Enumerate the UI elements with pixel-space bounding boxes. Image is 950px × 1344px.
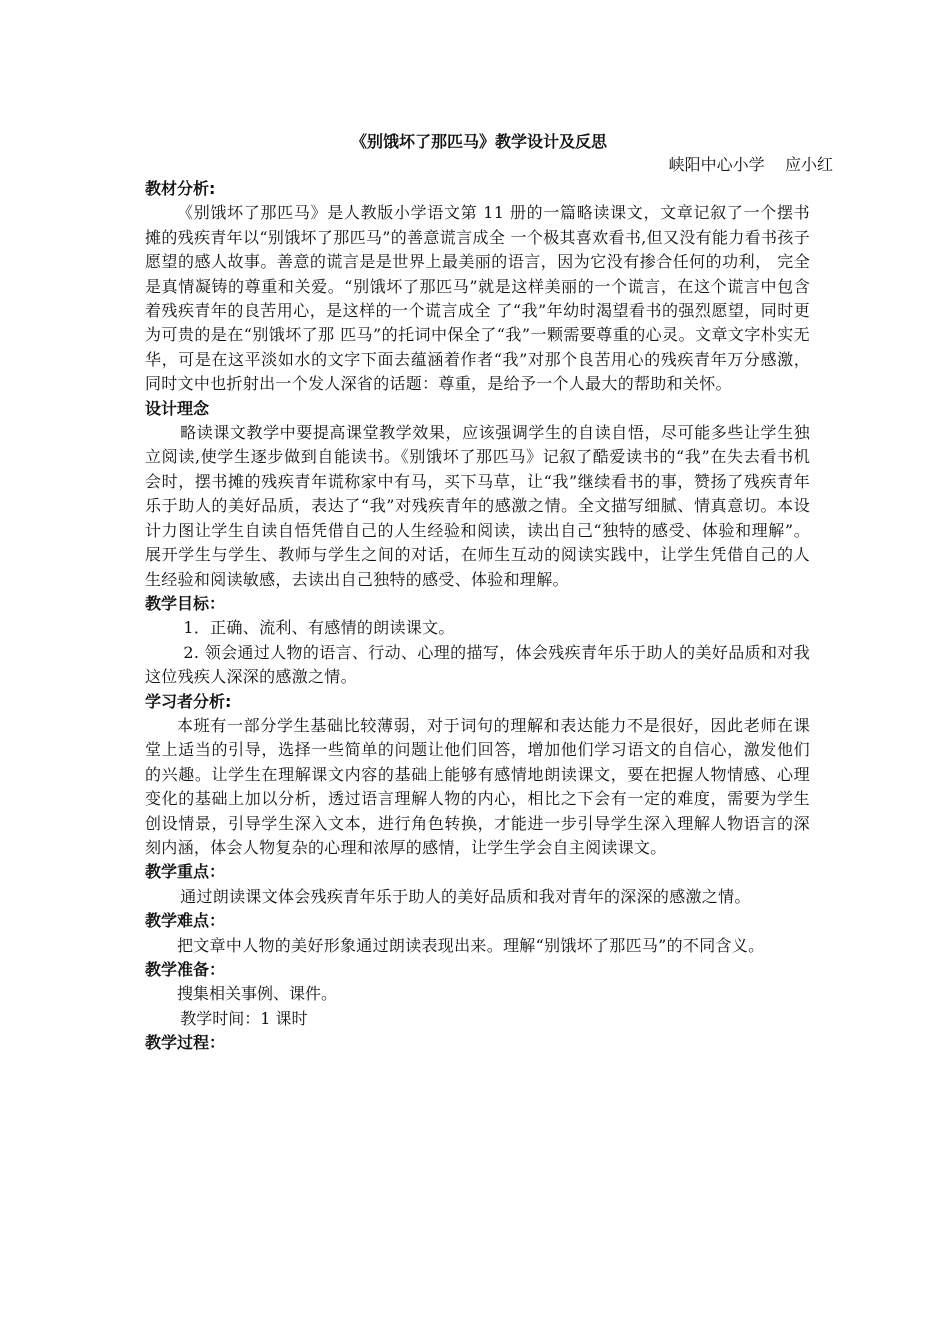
document-title: 《别饿坏了那匹马》教学设计及反思 xyxy=(350,132,607,151)
document-author: 峡阳中心小学 应小红 xyxy=(668,155,833,174)
heading-teaching-goals: 教学目标： xyxy=(145,593,226,613)
paragraph-difficulties: 把文章中人物的美好形象通过朗读表现出来。理解“别饿坏了那匹马”的不同含义。 xyxy=(177,935,765,955)
teaching-time: 教学时间：1 课时 xyxy=(180,1008,308,1028)
goal-item-2: 2. 领会通过人物的语言、行动、心理的描写，体会残疾青年乐于助人的美好品质和对我这位残疾人深深的感激之情。 xyxy=(145,642,810,687)
heading-key-points: 教学重点： xyxy=(145,862,226,882)
paragraph-preparation: 搜集相关事例、课件。 xyxy=(177,984,338,1004)
heading-material-analysis: 教材分析: xyxy=(145,179,216,198)
paragraph-design-concept: 略读课文教学中要提高课堂教学效果，应该强调学生的自读自悟，尽可能多些让学生独立阅读,使学生逐步做到自能读书。《别饿坏了那匹马》记叙了酷爱读书的“我”在失去看书机会时，摆书摊的残疾青年谎称家中有马，买下马草，让“我”继续看书的事，赞扬了残疾青年乐于助人的美好品质，表达了“我”对残疾青年的感激之情。全文描写细腻、情真意切。本设计力图让学生自读自悟凭借自己的人生经验和阅读，读出自己“独特的感受、体验和理解”。展开学生与学生、教师与学生之间的对话，在师生互动的阅读实践中，让学生凭借自己的人生经验和阅读敏感，去读出自己独特的感受、体验和理解。 xyxy=(145,423,810,589)
document-body xyxy=(145,177,810,1056)
heading-learner-analysis: 学习者分析: xyxy=(145,691,232,711)
paragraph-material-analysis: 《别饿坏了那匹马》是人教版小学语文第 11 册的一篇略读课文，文章记叙了一个摆书摊的残疾青年以“别饿坏了那匹马”的善意谎言成全 一个极其喜欢看书,但又没有能力看书孩子愿望的感人故事。善意的谎言是是世界上最美丽的语言，因为它没有掺合任何的功利， 完全是真情凝铸的尊重和关爱。“别饿坏了那匹马”就是这样美丽的一个谎言，在这个谎言中包含着残疾青年的良苦用心，是这样的一个谎言成全 了“我”年幼时渴望看书的强烈愿望，同时更为可贵的是在“别饿坏了那 匹马”的托词中保全了“我”一颗需要尊重的心灵。文章文字朴实无华，可是在这平淡如水的文字下面去蕴涵着作者“我”对那个良苦用心的残疾青年万分感激，同时文中也折射出一个发人深省的话题：尊重，是给予一个人最大的帮助和关怀。 xyxy=(145,203,810,394)
paragraph-learner-analysis: 本班有一部分学生基础比较薄弱，对于词句的理解和表达能力不是很好，因此老师在课堂上适当的引导，选择一些简单的问题让他们回答，增加他们学习语文的自信心，激发他们的兴趣。让学生在理解课文内容的基础上能够有感情地朗读课文，要在把握人物情感、心理变化的基础上加以分析，透过语言理解人物的内心，相比之下会有一定的难度，需要为学生创设情景，引导学生深入文本，进行角色转换，才能进一步引导学生深入理解人物语言的深刻内涵，体会人物复杂的心理和浓厚的感情，让学生学会自主阅读课文。 xyxy=(145,715,810,857)
heading-preparation: 教学准备： xyxy=(145,960,226,979)
goal-item-1: 1．正确、流利、有感情的朗读课文。 xyxy=(183,618,455,638)
heading-design-concept: 设计理念 xyxy=(145,398,210,418)
paragraph-key-points: 通过朗读课文体会残疾青年乐于助人的美好品质和我对青年的深深的感激之情。 xyxy=(180,886,751,906)
heading-process: 教学过程： xyxy=(145,1033,226,1053)
heading-difficulties: 教学难点： xyxy=(145,911,226,931)
